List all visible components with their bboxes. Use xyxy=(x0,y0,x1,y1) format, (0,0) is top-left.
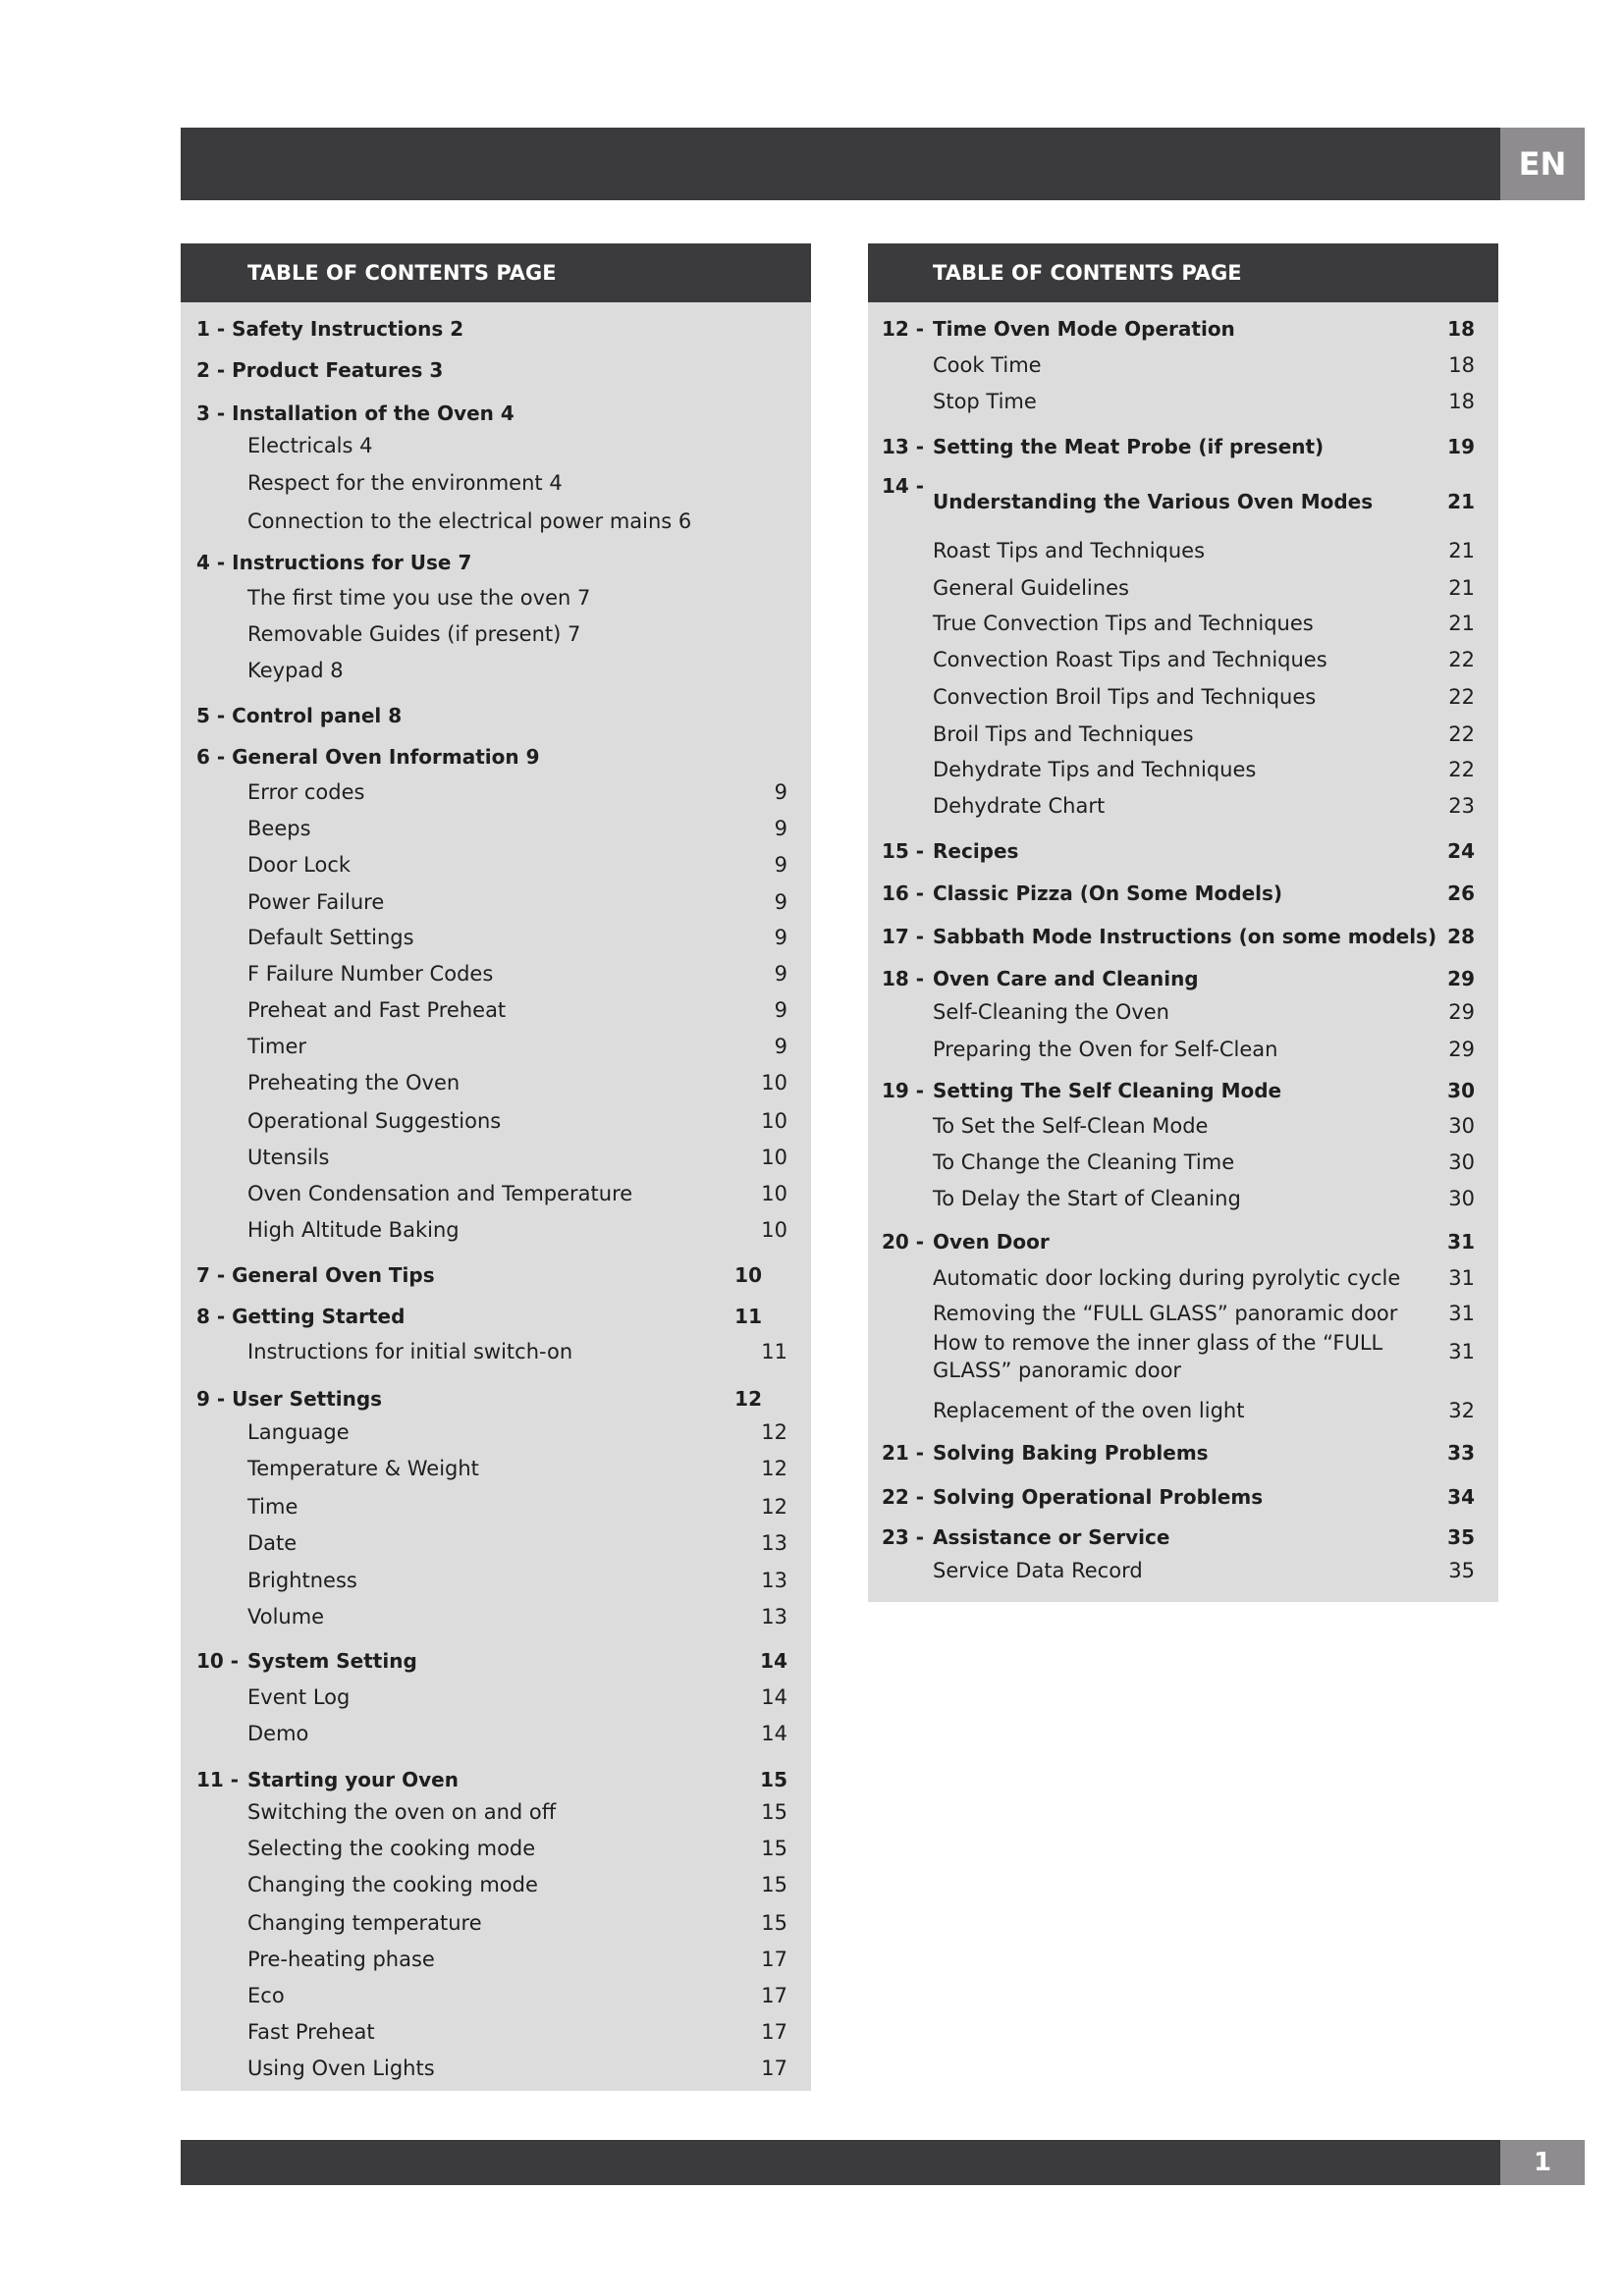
toc-panel-right xyxy=(868,243,1498,1602)
page-ref: 17 xyxy=(761,2056,787,2080)
page-ref: 17 xyxy=(761,1948,787,1971)
entry-title: Electricals 4 xyxy=(247,434,373,457)
toc-title: TABLE OF CONTENTS PAGE xyxy=(868,243,1498,302)
entry-title: 2 - Product Features 3 xyxy=(196,358,444,382)
section-number: 10 - xyxy=(196,1649,240,1673)
entry-title: Changing the cooking mode xyxy=(247,1873,538,1896)
page-ref: 30 xyxy=(1448,1187,1475,1210)
page-ref: 29 xyxy=(1448,1038,1475,1061)
entry-title: Stop Time xyxy=(933,390,1037,413)
section-number: 16 - xyxy=(882,881,925,905)
entry-title: 6 - General Oven Information 9 xyxy=(196,745,540,769)
page-ref: 26 xyxy=(1447,881,1475,905)
entry-title: Temperature & Weight xyxy=(247,1457,479,1480)
entry-title: 9 - User Settings xyxy=(196,1387,383,1411)
page-ref: 34 xyxy=(1447,1485,1475,1509)
entry-title: Oven Door xyxy=(933,1230,1050,1254)
page-ref: 22 xyxy=(1448,648,1475,671)
entry-title: Operational Suggestions xyxy=(247,1109,502,1133)
entry-title: Keypad 8 xyxy=(247,659,344,682)
page-ref: 18 xyxy=(1447,317,1475,341)
page-ref: 29 xyxy=(1448,1000,1475,1024)
entry-title: Pre-heating phase xyxy=(247,1948,435,1971)
page-ref: 22 xyxy=(1448,722,1475,746)
entry-title: Timer xyxy=(247,1035,307,1058)
entry-title: Brightness xyxy=(247,1569,357,1592)
entry-title: Cook Time xyxy=(933,353,1042,377)
entry-title: Selecting the cooking mode xyxy=(247,1837,536,1860)
entry-title: Solving Baking Problems xyxy=(933,1441,1209,1465)
footer-bar xyxy=(181,2140,1500,2185)
page-ref: 30 xyxy=(1448,1150,1475,1174)
page-ref: 14 xyxy=(761,1722,787,1745)
entry-title: Instructions for initial switch-on xyxy=(247,1340,573,1363)
entry-title: Starting your Oven xyxy=(247,1768,459,1791)
section-number: 12 - xyxy=(882,317,925,341)
section-number: 20 - xyxy=(882,1230,925,1254)
page-ref: 31 xyxy=(1448,1266,1475,1290)
page-ref: 12 xyxy=(734,1387,762,1411)
page-ref: 14 xyxy=(760,1649,787,1673)
page-ref: 15 xyxy=(761,1837,787,1860)
section-number: 13 - xyxy=(882,435,925,458)
toc-panel-left xyxy=(181,243,811,2091)
entry-title: To Change the Cleaning Time xyxy=(933,1150,1235,1174)
entry-title: Default Settings xyxy=(247,926,414,949)
entry-title: The first time you use the oven 7 xyxy=(247,586,591,610)
entry-title: Removing the “FULL GLASS” panoramic door xyxy=(933,1302,1398,1325)
page-ref: 18 xyxy=(1448,353,1475,377)
entry-title: Setting The Self Cleaning Mode xyxy=(933,1079,1282,1102)
entry-title: Time Oven Mode Operation xyxy=(933,317,1235,341)
page-ref: 10 xyxy=(761,1071,787,1095)
page-ref: 15 xyxy=(760,1768,787,1791)
entry-title: Utensils xyxy=(247,1146,330,1169)
entry-title: Connection to the electrical power mains 6 xyxy=(247,509,692,533)
page-ref: 22 xyxy=(1448,758,1475,781)
entry-title: Volume xyxy=(247,1605,325,1629)
entry-title: 8 - Getting Started xyxy=(196,1305,406,1328)
page-ref: 11 xyxy=(761,1340,787,1363)
entry-title: Dehydrate Chart xyxy=(933,794,1106,818)
entry-title: Language xyxy=(247,1420,350,1444)
entry-title: Dehydrate Tips and Techniques xyxy=(933,758,1257,781)
entry-title: Understanding the Various Oven Modes xyxy=(933,490,1374,513)
page-ref: 28 xyxy=(1447,925,1475,948)
entry-title: Time xyxy=(247,1495,298,1519)
toc-title: TABLE OF CONTENTS PAGE xyxy=(181,243,811,302)
page-ref: 31 xyxy=(1448,1340,1475,1363)
page-ref: 35 xyxy=(1447,1525,1475,1549)
entry-title: Oven Condensation and Temperature xyxy=(247,1182,633,1205)
entry-title: Roast Tips and Techniques xyxy=(933,539,1206,562)
entry-title: Fast Preheat xyxy=(247,2020,375,2044)
entry-title: 7 - General Oven Tips xyxy=(196,1263,435,1287)
page-ref: 32 xyxy=(1448,1399,1475,1422)
page-ref: 12 xyxy=(761,1457,787,1480)
entry-title: Preheating the Oven xyxy=(247,1071,460,1095)
section-number: 17 - xyxy=(882,925,925,948)
entry-title: Demo xyxy=(247,1722,309,1745)
entry-title: 1 - Safety Instructions 2 xyxy=(196,317,464,341)
page-ref: 35 xyxy=(1448,1559,1475,1582)
page-ref: 14 xyxy=(761,1685,787,1709)
page-ref: 12 xyxy=(761,1420,787,1444)
page-ref: 30 xyxy=(1447,1079,1475,1102)
page-ref: 21 xyxy=(1448,612,1475,635)
entry-title: Convection Roast Tips and Techniques xyxy=(933,648,1327,671)
entry-title: To Set the Self-Clean Mode xyxy=(933,1114,1209,1138)
entry-title: High Altitude Baking xyxy=(247,1218,460,1242)
section-number: 18 - xyxy=(882,967,925,990)
page-ref: 31 xyxy=(1447,1230,1475,1254)
page-ref: 13 xyxy=(761,1605,787,1629)
entry-title: Eco xyxy=(247,1984,285,2007)
section-number: 23 - xyxy=(882,1525,925,1549)
entry-title: Oven Care and Cleaning xyxy=(933,967,1199,990)
section-number: 19 - xyxy=(882,1079,925,1102)
entry-title: Preheat and Fast Preheat xyxy=(247,998,507,1022)
entry-title: Removable Guides (if present) 7 xyxy=(247,622,581,646)
entry-title: Convection Broil Tips and Techniques xyxy=(933,685,1317,709)
language-badge: EN xyxy=(1500,128,1585,200)
entry-title: Using Oven Lights xyxy=(247,2056,435,2080)
page-ref: 21 xyxy=(1448,539,1475,562)
entry-title: How to remove the inner glass of the “FULL GLASS” panoramic door xyxy=(933,1331,1383,1382)
entry-title: Solving Operational Problems xyxy=(933,1485,1264,1509)
entry-title: Preparing the Oven for Self-Clean xyxy=(933,1038,1278,1061)
entry-title: Service Data Record xyxy=(933,1559,1143,1582)
page-ref: 10 xyxy=(734,1263,762,1287)
section-number: 22 - xyxy=(882,1485,925,1509)
page-ref: 9 xyxy=(774,890,787,914)
entry-title: To Delay the Start of Cleaning xyxy=(933,1187,1241,1210)
page-ref: 9 xyxy=(774,1035,787,1058)
page-ref: 9 xyxy=(774,780,787,804)
page-ref: 10 xyxy=(761,1146,787,1169)
entry-title: Recipes xyxy=(933,839,1019,863)
entry-title: 3 - Installation of the Oven 4 xyxy=(196,401,514,425)
entry-title: Changing temperature xyxy=(247,1911,482,1935)
page-ref: 17 xyxy=(761,2020,787,2044)
page-ref: 17 xyxy=(761,1984,787,2007)
page-ref: 30 xyxy=(1448,1114,1475,1138)
page-ref: 10 xyxy=(761,1109,787,1133)
entry-title: Automatic door locking during pyrolytic cycle xyxy=(933,1266,1401,1290)
entry-title: Sabbath Mode Instructions (on some models) xyxy=(933,925,1437,948)
page-number: 1 xyxy=(1500,2140,1585,2185)
page-ref: 21 xyxy=(1448,576,1475,600)
section-number: 11 - xyxy=(196,1768,240,1791)
entry-title: Power Failure xyxy=(247,890,385,914)
entry-title: F Failure Number Codes xyxy=(247,962,494,986)
entry-title: Broil Tips and Techniques xyxy=(933,722,1194,746)
page-ref: 10 xyxy=(761,1218,787,1242)
page-ref: 9 xyxy=(774,926,787,949)
entry-title: Assistance or Service xyxy=(933,1525,1170,1549)
page-ref: 9 xyxy=(774,998,787,1022)
entry-title: 5 - Control panel 8 xyxy=(196,704,403,727)
page-ref: 33 xyxy=(1447,1441,1475,1465)
section-number: 15 - xyxy=(882,839,925,863)
page-ref: 9 xyxy=(774,962,787,986)
entry-title: Replacement of the oven light xyxy=(933,1399,1245,1422)
entry-title: Classic Pizza (On Some Models) xyxy=(933,881,1283,905)
page-ref: 10 xyxy=(761,1182,787,1205)
entry-title: Beeps xyxy=(247,817,311,840)
page-ref: 19 xyxy=(1447,435,1475,458)
page-ref: 31 xyxy=(1448,1302,1475,1325)
entry-title: Respect for the environment 4 xyxy=(247,471,563,495)
page-ref: 22 xyxy=(1448,685,1475,709)
entry-title: Door Lock xyxy=(247,853,352,877)
page-ref: 18 xyxy=(1448,390,1475,413)
page-ref: 15 xyxy=(761,1911,787,1935)
page-ref: 15 xyxy=(761,1873,787,1896)
header-bar xyxy=(181,128,1500,200)
page-ref: 23 xyxy=(1448,794,1475,818)
entry-title: Date xyxy=(247,1531,298,1555)
page-ref: 24 xyxy=(1447,839,1475,863)
entry-title: Error codes xyxy=(247,780,365,804)
page-ref: 9 xyxy=(774,853,787,877)
entry-title: General Guidelines xyxy=(933,576,1129,600)
page-ref: 13 xyxy=(761,1569,787,1592)
section-number: 14 - xyxy=(882,474,925,498)
entry-title: Self-Cleaning the Oven xyxy=(933,1000,1169,1024)
entry-title: System Setting xyxy=(247,1649,417,1673)
entry-title: Switching the oven on and off xyxy=(247,1800,557,1824)
page-ref: 12 xyxy=(761,1495,787,1519)
entry-title: Event Log xyxy=(247,1685,351,1709)
entry-title: True Convection Tips and Techniques xyxy=(933,612,1314,635)
section-number: 21 - xyxy=(882,1441,925,1465)
entry-title: Setting the Meat Probe (if present) xyxy=(933,435,1325,458)
entry-title: 4 - Instructions for Use 7 xyxy=(196,551,472,574)
page-ref: 11 xyxy=(734,1305,762,1328)
page-ref: 9 xyxy=(774,817,787,840)
page-ref: 15 xyxy=(761,1800,787,1824)
page-ref: 13 xyxy=(761,1531,787,1555)
page-ref: 21 xyxy=(1447,490,1475,513)
page-ref: 29 xyxy=(1447,967,1475,990)
